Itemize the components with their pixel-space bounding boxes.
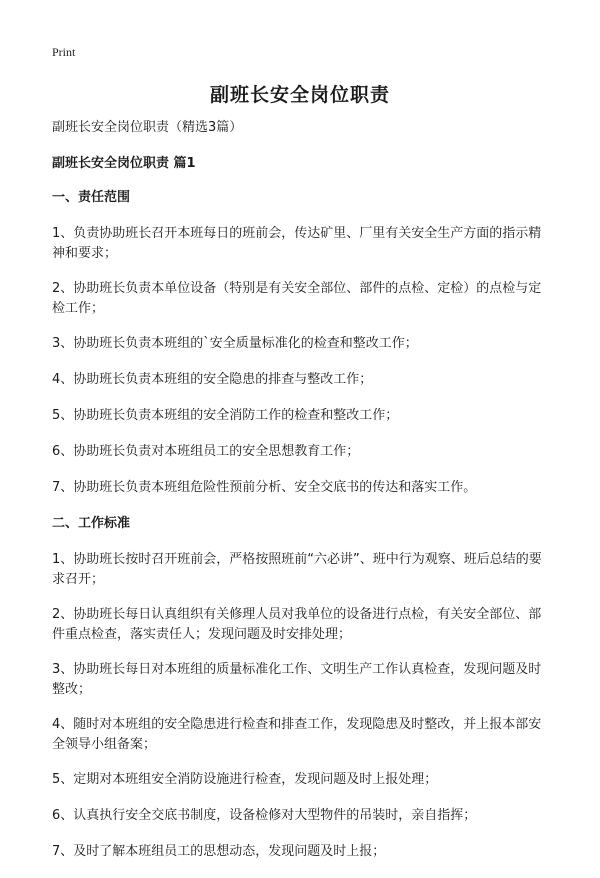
section-heading: 二、工作标准 bbox=[52, 516, 131, 531]
document-subtitle: 副班长安全岗位职责（精选3篇） bbox=[52, 120, 243, 135]
list-item: 4、协助班长负责本班组的安全隐患的排查与整改工作； bbox=[52, 372, 373, 387]
list-item: 1、协助班长按时召开班前会，严格按照班前“六必讲”、班中行为观察、班后总结的要求召开； bbox=[52, 552, 542, 587]
document-body bbox=[52, 118, 552, 878]
list-item: 7、及时了解本班组员工的思想动态，发现问题及时上报； bbox=[52, 844, 386, 859]
section-responsibility-scope bbox=[52, 188, 552, 498]
list-item: 4、随时对本班组的安全隐患进行检查和排查工作，发现隐患及时整改，并上报本部安全领导小组备案； bbox=[52, 717, 542, 752]
list-item: 5、定期对本班组安全消防设施进行检查，发现问题及时上报处理； bbox=[52, 772, 438, 787]
list-item: 6、协助班长负责对本班组员工的安全思想教育工作； bbox=[52, 444, 360, 459]
list-item: 3、协助班长每日对本班组的质量标准化工作、文明生产工作认真检查，发现问题及时整改； bbox=[52, 662, 542, 697]
list-item: 1、负责协助班长召开本班每日的班前会，传达矿里、厂里有关安全生产方面的指示精神和要求； bbox=[52, 226, 542, 261]
print-label: Print bbox=[52, 45, 76, 59]
section-work-standards bbox=[52, 514, 552, 862]
section-heading: 一、责任范围 bbox=[52, 190, 131, 205]
list-item: 7、协助班长负责本班组危险性预前分析、安全交底书的传达和落实工作。 bbox=[52, 480, 477, 495]
list-item: 6、认真执行安全交底书制度，设备检修对大型物件的吊装时，亲自指挥； bbox=[52, 808, 477, 823]
list-item: 2、协助班长每日认真组织有关修理人员对我单位的设备进行点检，有关安全部位、部件重点检查，落实责任人；发现问题及时安排处理； bbox=[52, 607, 542, 642]
document-title: 副班长安全岗位职责 bbox=[209, 84, 390, 106]
list-item: 2、协助班长负责本单位设备（特别是有关安全部位、部件的点检、定检）的点检与定检工作； bbox=[52, 281, 542, 316]
list-item: 3、协助班长负责本班组的`安全质量标准化的检查和整改工作； bbox=[52, 336, 418, 351]
list-item: 5、协助班长负责本班组的安全消防工作的检查和整改工作； bbox=[52, 408, 399, 423]
article-heading: 副班长安全岗位职责 篇1 bbox=[52, 156, 196, 171]
